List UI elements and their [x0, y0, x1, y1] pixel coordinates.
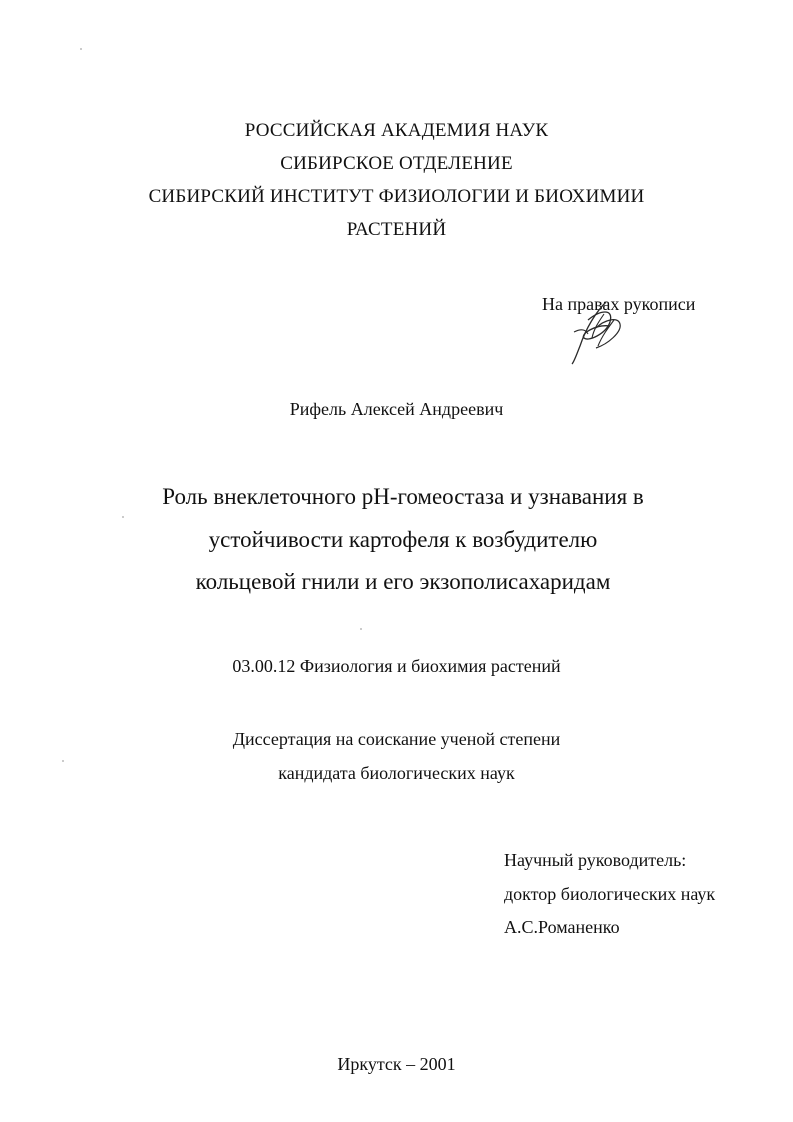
degree-line-2: кандидата биологических наук: [278, 763, 515, 783]
place-and-year: Иркутск – 2001: [337, 1054, 456, 1074]
specialty-code: 03.00.12 Физиология и биохимия растений: [232, 656, 561, 676]
handwritten-signature: [566, 298, 628, 366]
scan-speck: [122, 516, 124, 518]
supervisor-name: А.С.Романенко: [504, 917, 620, 937]
thesis-title-line-3: кольцевой гнили и его экзополисахаридам: [195, 569, 611, 594]
supervisor-rank: доктор биологических наук: [504, 884, 716, 904]
supervisor-label: Научный руководитель:: [504, 850, 687, 870]
institution-line-branch: СИБИРСКОЕ ОТДЕЛЕНИЕ: [280, 153, 513, 174]
institution-line-institute: СИБИРСКИЙ ИНСТИТУТ ФИЗИОЛОГИИ И БИОХИМИИ: [148, 186, 645, 207]
thesis-title-line-1: Роль внеклеточного рН-гомеостаза и узнавания в: [162, 484, 644, 509]
thesis-title-line-2: устойчивости картофеля к возбудителю: [208, 527, 598, 552]
degree-line-1: Диссертация на соискание ученой степени: [232, 729, 561, 749]
institution-line-academy: РОССИЙСКАЯ АКАДЕМИЯ НАУК: [244, 120, 549, 141]
author-name: Рифель Алексей Андреевич: [289, 399, 504, 419]
institution-line-plants: РАСТЕНИЙ: [346, 219, 447, 240]
scan-speck: [62, 760, 64, 762]
manuscript-rights-note: На правах рукописи: [542, 294, 696, 314]
scan-speck: [80, 48, 82, 50]
scan-speck: [360, 628, 362, 630]
